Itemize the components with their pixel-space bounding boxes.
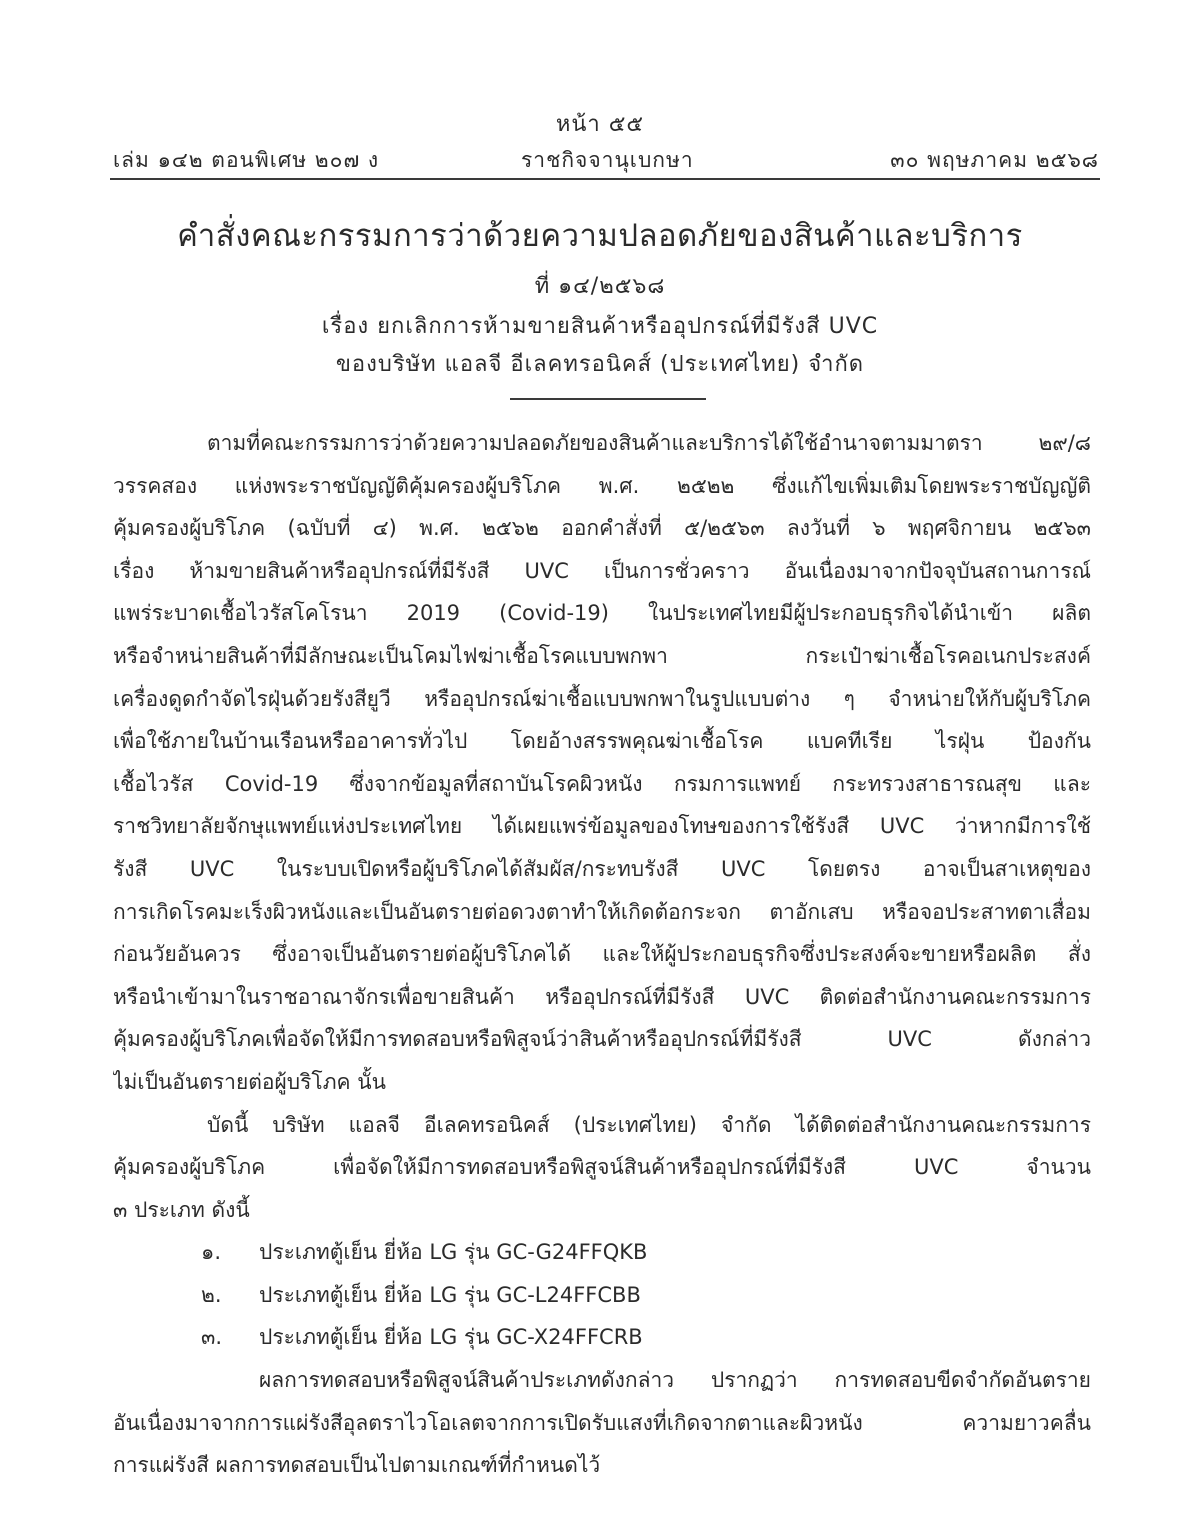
list-item-text: ประเภทตู้เย็น ยี่ห้อ LG รุ่น GC-X24FFCRB: [259, 1325, 643, 1350]
list-item-number: ๑.: [201, 1240, 222, 1265]
paragraph-line: ราชวิทยาลัยจักษุแพทย์แห่งประเทศไทย ได้เผยแพร่ข้อมูลของโทษของการใช้รังสี UVC ว่าหากมีการใช้: [113, 814, 1091, 839]
paragraph-line: เรื่อง ห้ามขายสินค้าหรืออุปกรณ์ที่มีรังสี UVC เป็นการชั่วคราว อันเนื่องมาจากปัจจุบันสถานการณ์: [113, 558, 1091, 583]
order-subject-line-2: ของบริษัท แอลจี อีเลคทรอนิคส์ (ประเทศไทย) จำกัด: [335, 352, 865, 377]
list-item-text: ประเภทตู้เย็น ยี่ห้อ LG รุ่น GC-L24FFCBB: [259, 1282, 641, 1307]
paragraph-line: แพร่ระบาดเชื้อไวรัสโคโรนา 2019 (Covid-19) ในประเทศไทยมีผู้ประกอบธุรกิจได้นำเข้า ผลิต: [113, 601, 1091, 626]
paragraph-line: คุ้มครองผู้บริโภค เพื่อจัดให้มีการทดสอบหรือพิสูจน์สินค้าหรืออุปกรณ์ที่มีรังสี UVC จำนวน: [113, 1155, 1091, 1180]
paragraph-line: อันเนื่องมาจากการแผ่รังสีอุลตราไวโอเลตจากการเปิดรับแสงที่เกิดจากตาและผิวหนัง ความยาวคลื่น: [113, 1410, 1091, 1435]
paragraph-line: หรือจำหน่ายสินค้าที่มีลักษณะเป็นโคมไฟฆ่าเชื้อโรคแบบพกพา กระเป๋าฆ่าเชื้อโรคอเนกประสงค์: [113, 643, 1091, 668]
list-item-number: ๓.: [201, 1325, 223, 1350]
paragraph-line: คุ้มครองผู้บริโภคเพื่อจัดให้มีการทดสอบหรือพิสูจน์ว่าสินค้าหรืออุปกรณ์ที่มีรังสี UVC ดังกล่าว: [113, 1027, 1091, 1052]
paragraph-line: รังสี UVC ในระบบเปิดหรือผู้บริโภคได้สัมผัส/กระทบรังสี UVC โดยตรง อาจเป็นสาเหตุของ: [113, 856, 1091, 881]
paragraph-line: ก่อนวัยอันควร ซึ่งอาจเป็นอันตรายต่อผู้บริโภคได้ และให้ผู้ประกอบธุรกิจซึ่งประสงค์จะขายหรือผลิต สั่ง: [113, 942, 1091, 967]
title-divider: [510, 398, 706, 400]
order-title: คำสั่งคณะกรรมการว่าด้วยความปลอดภัยของสินค้าและบริการ: [177, 218, 1023, 254]
paragraph-line: บัดนี้ บริษัท แอลจี อีเลคทรอนิคส์ (ประเทศไทย) จำกัด ได้ติดต่อสำนักงานคณะกรรมการ: [207, 1112, 1091, 1137]
running-header: [113, 144, 1099, 174]
list-item: [113, 1316, 1091, 1359]
paragraph-line: ตามที่คณะกรรมการว่าด้วยความปลอดภัยของสินค้าและบริการได้ใช้อำนาจตามมาตรา ๒๙/๘: [207, 431, 1091, 455]
paragraph-line: เพื่อใช้ภายในบ้านเรือนหรืออาคารทั่วไป โดยอ้างสรรพคุณฆ่าเชื้อโรค แบคทีเรีย ไรฝุ่น ป้องกัน: [113, 729, 1091, 754]
paragraph-line: หรือนำเข้ามาในราชอาณาจักรเพื่อขายสินค้า หรืออุปกรณ์ที่มีรังสี UVC ติดต่อสำนักงานคณะกรรมการ: [113, 984, 1091, 1009]
list-item-number: ๒.: [201, 1282, 222, 1307]
paragraph-line: ผลการทดสอบหรือพิสูจน์สินค้าประเภทดังกล่าว ปรากฏว่า การทดสอบขีดจำกัดอันตราย: [259, 1368, 1091, 1393]
paragraph-line: การเกิดโรคมะเร็งผิวหนังและเป็นอันตรายต่อดวงตาทำให้เกิดต้อกระจก ตาอักเสบ หรือจอประสาทตาเสื่อม: [113, 899, 1091, 924]
gazette-name: ราชกิจจานุเบกษา: [521, 148, 694, 172]
paragraph-line: วรรคสอง แห่งพระราชบัญญัติคุ้มครองผู้บริโภค พ.ศ. ๒๕๒๒ ซึ่งแก้ไขเพิ่มเติมโดยพระราชบัญญัติ: [113, 473, 1091, 498]
gazette-date: ๓๐ พฤษภาคม ๒๕๖๘: [890, 148, 1099, 172]
paragraph-line: ๓ ประเภท ดังนี้: [113, 1197, 250, 1222]
list-item: [113, 1231, 1091, 1274]
paragraph-line: ไม่เป็นอันตรายต่อผู้บริโภค นั้น: [113, 1069, 386, 1094]
paragraph-line: การแผ่รังสี ผลการทดสอบเป็นไปตามเกณฑ์ที่กำหนดไว้: [113, 1453, 601, 1478]
paragraph-line: เครื่องดูดกำจัดไรฝุ่นด้วยรังสียูวี หรืออุปกรณ์ฆ่าเชื้อแบบพกพาในรูปแบบต่าง ๆ จำหน่ายให้กับผู้บริโภค: [113, 686, 1091, 711]
list-item: [113, 1274, 1091, 1317]
header-rule: [110, 178, 1100, 180]
order-number: ที่ ๑๔/๒๕๖๘: [534, 274, 666, 299]
paragraph-line: คุ้มครองผู้บริโภค (ฉบับที่ ๔) พ.ศ. ๒๕๖๒ ออกคำสั่งที่ ๕/๒๕๖๓ ลงวันที่ ๖ พฤศจิกายน ๒๕๖๓: [113, 516, 1091, 541]
product-list: [113, 1231, 1091, 1359]
page-number: หน้า ๕๕: [555, 112, 645, 137]
list-item-text: ประเภทตู้เย็น ยี่ห้อ LG รุ่น GC-G24FFQKB: [259, 1240, 648, 1265]
document-body: [113, 422, 1091, 1487]
order-subject-line-1: เรื่อง ยกเลิกการห้ามขายสินค้าหรืออุปกรณ์ที่มีรังสี UVC: [321, 314, 879, 339]
gazette-volume: เล่ม ๑๔๒ ตอนพิเศษ ๒๐๗ ง: [113, 148, 380, 172]
paragraph-line: เชื้อไวรัส Covid-19 ซึ่งจากข้อมูลที่สถาบันโรคผิวหนัง กรมการแพทย์ กระทรวงสาธารณสุข และ: [113, 771, 1091, 796]
